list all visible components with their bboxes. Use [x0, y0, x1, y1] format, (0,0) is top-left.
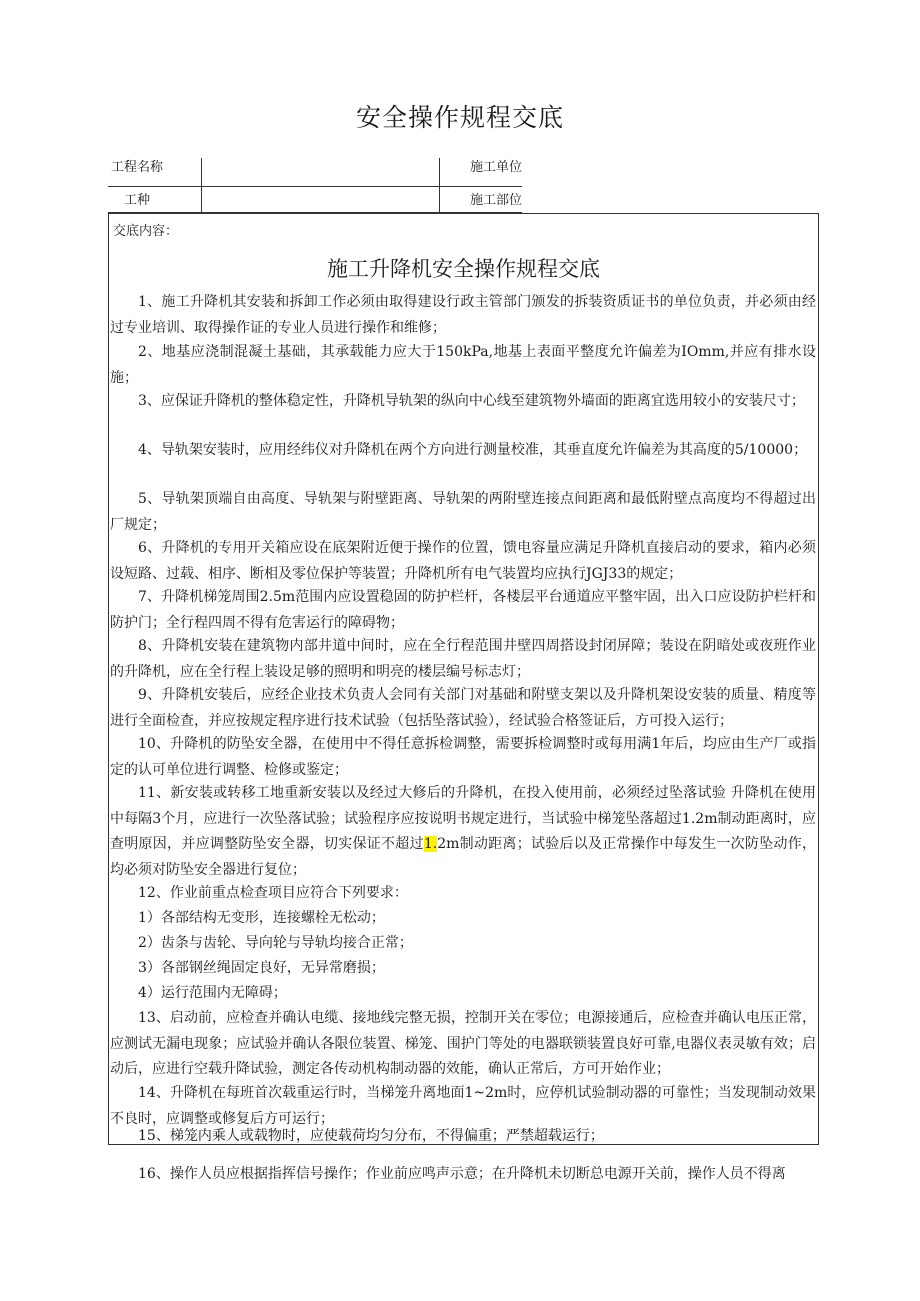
rule-item-13: 13、启动前，应检查并确认电缆、接地线完整无损，控制开关在零位；电源接通后，应检查并确认电压正常，应测试无漏电现象；应试验并确认各限位装置、梯笼、围护门等处的电器联锁装置良好可靠,电器仪表灵敏有效；启动后，应进行空载升降试验，测定各传动机构制动器的效能，确认正常后，方可开始作业； — [110, 1010, 816, 1077]
check-item-1: 1）各部结构无变形，连接螺栓无松动； — [138, 910, 385, 926]
rule-item-9: 9、升降机安装后，应经企业技术负责人会同有关部门对基础和附壁支架以及升降机架设安装的质量、精度等进行全面检查，并应按规定程序进行技术试验（包括坠落试验），经试验合格签证后，方可投入运行； — [110, 687, 816, 729]
section-title: 施工升降机安全操作规程交底 — [327, 257, 600, 281]
rule-item-11 — [110, 781, 816, 883]
project-name-label: 工程名称 — [111, 160, 164, 175]
rule-item-8: 8、升降机安装在建筑物内部井道中间时，应在全行程范围井壁四周搭设封闭屏障；装设在阴暗处或夜班作业的升降机，应在全行程上装设足够的照明和明亮的楼层编号标志灯； — [110, 638, 816, 680]
rule-item-6: 6、升降机的专用开关箱应设在底架附近便于操作的位置，馈电容量应满足升降机直接启动的要求，箱内必须设短路、过载、相序、断相及零位保护等装置；升降机所有电气装置均应执行JGJ33的规定； — [110, 540, 816, 582]
rule-item-12: 12、作业前重点检查项目应符合下列要求： — [138, 885, 408, 901]
rule-item-5: 5、导轨架顶端自由高度、导轨架与附壁距离、导轨架的两附壁连接点间距离和最低附壁点高度均不得超过出厂规定； — [110, 491, 816, 533]
content-label: 交底内容： — [113, 224, 179, 239]
header-column-divider-right — [439, 158, 440, 212]
highlighted-text: 1. — [423, 836, 438, 852]
rule-item-4: 4、导轨架安装时，应用经纬仪对升降机在两个方向进行测量校准，其垂直度允许偏差为其高度的5/10000； — [138, 442, 808, 458]
rule-item-11-text-a: 11、新安装或转移工地重新安装以及经过大修后的升降机，在投入使用前，必须经过坠落试验 升降机在使用中每隔3个月，应进行一次坠落试验；试验程序应按说明书规定进行，当试验中梯笼坠落超过1.2m制动距离时，应查明原因，并应调整防坠安全器，切实保证不超过 — [110, 785, 816, 852]
rule-item-16: 16、操作人员应根据指挥信号操作；作业前应鸣声示意；在升降机未切断总电源开关前，操作人员不得离 — [138, 1166, 786, 1182]
check-item-2: 2）齿条与齿轮、导向轮与导轨均接合正常； — [138, 935, 413, 951]
rule-item-11-text-b: 2m制动距离；试验后以及正常操作中每发生一次防坠动作，均必须对防坠安全器进行复位； — [110, 836, 816, 878]
work-type-label: 工种 — [124, 193, 151, 208]
check-item-4: 4）运行范围内无障碍； — [138, 985, 287, 1001]
check-item-3: 3）各部钢丝绳固定良好，无异常磨损； — [138, 960, 385, 976]
construction-location-label: 施工部位 — [470, 193, 523, 208]
rule-item-7: 7、升降机梯笼周围2.5m范围内应设置稳固的防护栏杆，各楼层平台通道应平整牢固，出入口应设防护栏杆和防护门；全行程四周不得有危害运行的障碍物； — [110, 589, 816, 631]
rule-item-1: 1、施工升降机其安装和拆卸工作必须由取得建设行政主管部门颁发的拆装资质证书的单位负责，并必须由经过专业培训、取得操作证的专业人员进行操作和维修； — [110, 294, 816, 336]
rule-item-15: 15、梯笼内乘人或载物时，应使载荷均匀分布，不得偏重；严禁超载运行； — [138, 1128, 604, 1144]
rule-item-14: 14、升降机在每班首次载重运行时，当梯笼升离地面1~2m时，应停机试验制动器的可靠性；当发现制动效果不良时，应调整或修复后方可运行； — [110, 1085, 816, 1127]
construction-unit-label: 施工单位 — [470, 160, 523, 175]
header-row-divider — [108, 186, 522, 187]
rule-item-2: 2、地基应浇制混凝土基础，其承载能力应大于150kPa,地基上表面平整度允许偏差为IOmm,并应有排水设施； — [110, 344, 816, 386]
header-column-divider-left — [201, 158, 202, 212]
rule-item-3: 3、应保证升降机的整体稳定性，升降机导轨架的纵向中心线至建筑物外墙面的距离宜选用较小的安装尺寸； — [138, 393, 805, 409]
document-title: 安全操作规程交底 — [355, 103, 564, 132]
rule-item-10: 10、升降机的防坠安全器，在使用中不得任意拆检调整，需要拆检调整时或每用满1年后，均应由生产厂或指定的认可单位进行调整、检修或鉴定； — [110, 736, 816, 778]
